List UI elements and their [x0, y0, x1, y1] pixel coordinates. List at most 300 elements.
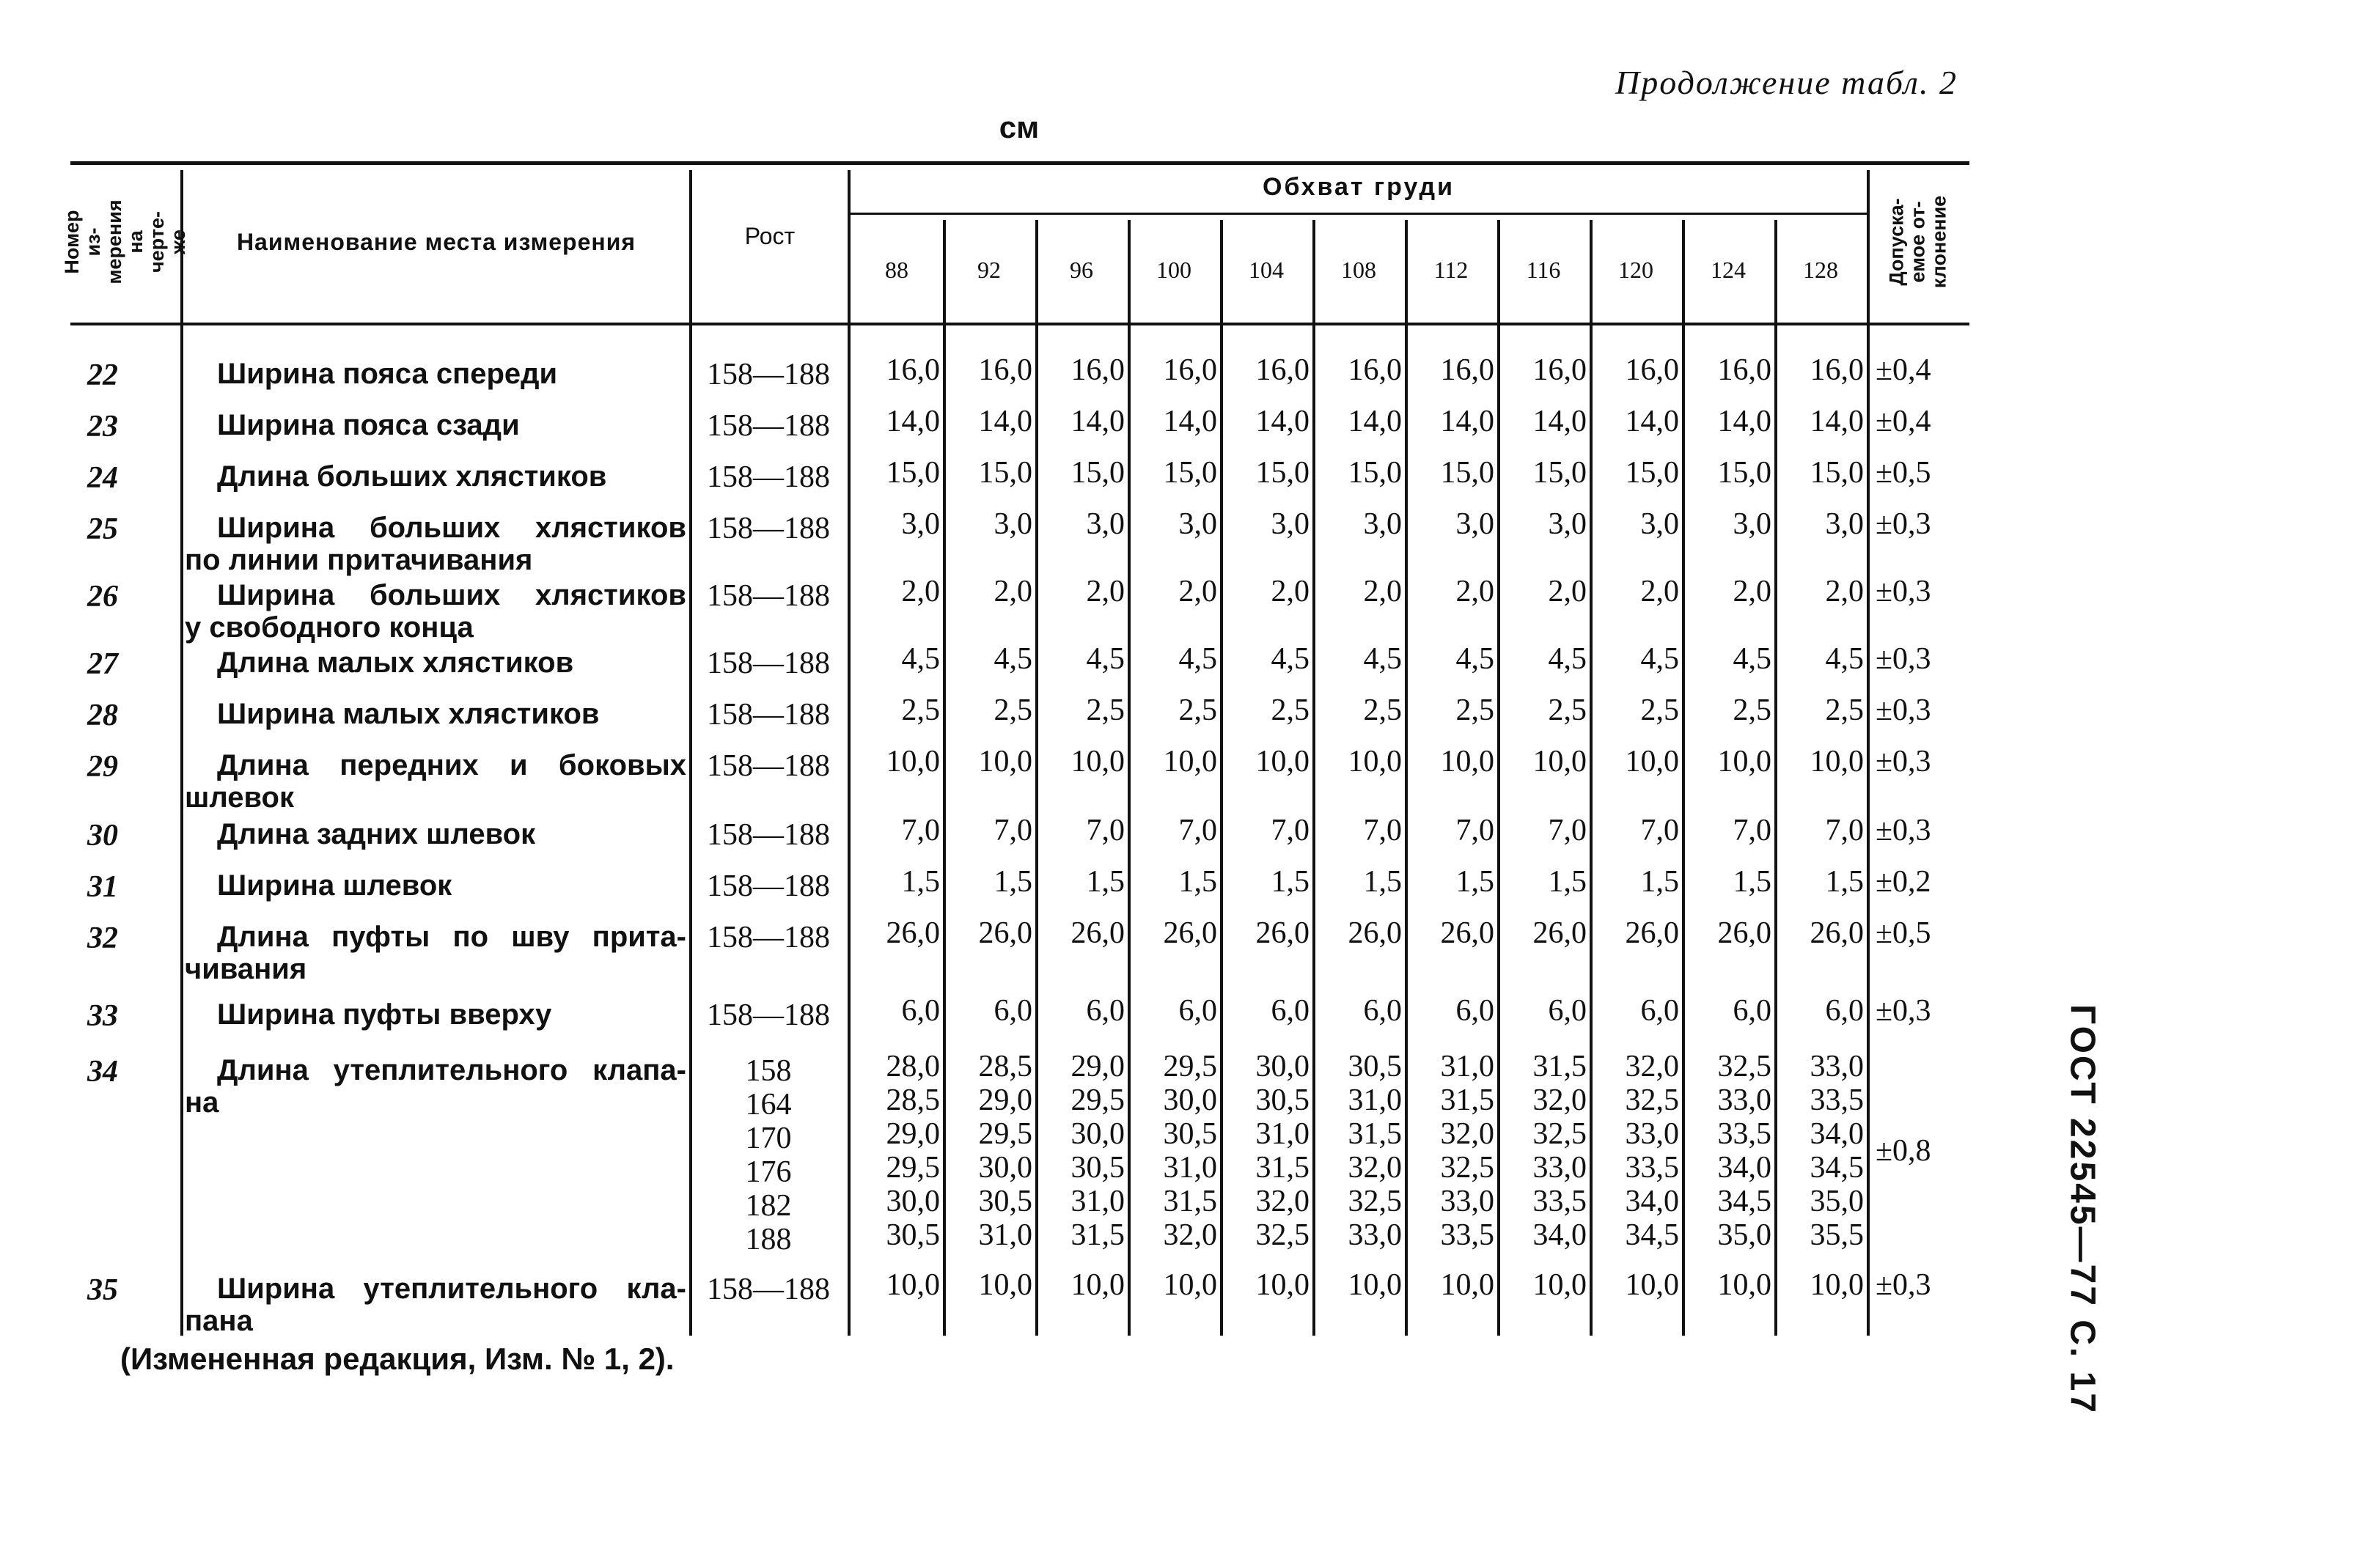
chest-value: 29,0 [1070, 1050, 1125, 1083]
unit-label: см [999, 110, 1040, 144]
col-divider-tolerance [1867, 170, 1870, 1336]
chest-value: 35,0 [1717, 1218, 1771, 1252]
chest-value: 2,5 [901, 693, 940, 727]
chest-value: 30,5 [1163, 1117, 1217, 1151]
tolerance-value: ±0,3 [1876, 642, 1931, 676]
measurement-name-continuation: пана [185, 1305, 253, 1337]
chest-value: 26,0 [1810, 916, 1864, 950]
chest-value: 31,0 [1348, 1083, 1402, 1117]
chest-value: 15,0 [1717, 456, 1771, 490]
height-value: 158—188 [707, 512, 830, 545]
chest-value: 4,5 [1640, 642, 1679, 676]
measurement-name-line: Ширина пояса спереди [217, 358, 558, 390]
chest-value: 16,0 [1348, 353, 1402, 387]
chest-value: 30,5 [1348, 1050, 1402, 1083]
chest-value: 1,5 [993, 865, 1032, 899]
chest-value: 33,5 [1625, 1151, 1679, 1185]
chest-value: 14,0 [886, 405, 940, 438]
chest-value: 15,0 [1348, 456, 1402, 490]
chest-value: 10,0 [1625, 1268, 1679, 1302]
chest-value: 1,5 [1271, 865, 1310, 899]
measurement-name-line: Длина малых хлястиков [217, 647, 574, 679]
measurement-number: 26 [87, 580, 118, 614]
measurement-name [185, 818, 686, 850]
header-height: Рост [744, 222, 796, 249]
chest-value: 26,0 [1440, 916, 1494, 950]
chest-value: 10,0 [1625, 745, 1679, 778]
chest-value: 31,0 [1255, 1117, 1310, 1151]
chest-value: 26,0 [886, 916, 940, 950]
chest-value: 3,0 [1733, 507, 1771, 541]
chest-value: 16,0 [1070, 353, 1125, 387]
chest-value: 33,5 [1717, 1117, 1771, 1151]
measurement-name [185, 512, 686, 576]
measurement-number: 27 [87, 647, 118, 681]
measurement-number: 23 [87, 410, 118, 443]
chest-value: 34,5 [1717, 1185, 1771, 1218]
chest-value: 26,0 [978, 916, 1032, 950]
chest-value: 7,0 [1086, 814, 1125, 847]
chest-value: 6,0 [1825, 994, 1864, 1028]
chest-value: 32,0 [1625, 1050, 1679, 1083]
height-value: 158—188 [707, 818, 830, 852]
chest-value: 10,0 [978, 745, 1032, 778]
chest-value: 6,0 [1548, 994, 1587, 1028]
chest-value: 4,5 [901, 642, 940, 676]
chest-value: 7,0 [1825, 814, 1864, 847]
chest-value: 10,0 [886, 745, 940, 778]
chest-value: 15,0 [1810, 456, 1864, 490]
chest-value: 10,0 [1070, 745, 1125, 778]
measurement-name [185, 460, 686, 493]
chest-value: 10,0 [1440, 1268, 1494, 1302]
chest-value: 3,0 [1825, 507, 1864, 541]
chest-value: 33,0 [1532, 1151, 1587, 1185]
chest-value: 31,5 [1532, 1050, 1587, 1083]
chest-value: 7,0 [1548, 814, 1587, 847]
chest-value: 2,0 [901, 575, 940, 608]
measurement-number: 29 [87, 750, 118, 784]
chest-value: 6,0 [1271, 994, 1310, 1028]
chest-value: 6,0 [1086, 994, 1125, 1028]
chest-value: 3,0 [1548, 507, 1587, 541]
header-chest-girth: Обхват груди [1263, 172, 1455, 201]
header-chest-size: 112 [1433, 256, 1469, 283]
header-chest-size: 124 [1711, 256, 1746, 283]
chest-value: 2,0 [1548, 575, 1587, 608]
height-value: 158—188 [707, 358, 830, 391]
header-measurement-number [61, 161, 189, 323]
chest-value: 7,0 [901, 814, 940, 847]
height-value: 158—188 [707, 579, 830, 613]
chest-value: 6,0 [993, 994, 1032, 1028]
chest-value: 15,0 [1163, 456, 1217, 490]
measurement-number: 34 [87, 1055, 118, 1089]
chest-value: 32,5 [1717, 1050, 1771, 1083]
chest-value: 10,0 [978, 1268, 1032, 1302]
height-value: 158—188 [707, 869, 830, 903]
chest-value: 14,0 [1070, 405, 1125, 438]
chest-value: 15,0 [1440, 456, 1494, 490]
measurement-number: 25 [87, 512, 118, 546]
header-chest-size: 100 [1156, 256, 1191, 283]
col-divider-number [180, 170, 183, 1336]
chest-value: 16,0 [1163, 353, 1217, 387]
measurement-name-line: Ширина шлевок [217, 869, 452, 902]
continuation-label: Продолжение табл. 2 [1615, 64, 1958, 101]
chest-value: 31,5 [1255, 1151, 1310, 1185]
header-tolerance-text: Допуска- емое от- клонение [1885, 195, 1950, 289]
measurement-number: 28 [87, 699, 118, 732]
chest-value: 1,5 [1455, 865, 1494, 899]
col-divider-name [689, 170, 692, 1336]
chest-value: 4,5 [1086, 642, 1125, 676]
chest-value: 2,5 [1640, 693, 1679, 727]
height-value: 176 [745, 1155, 792, 1189]
tolerance-value: ±0,4 [1876, 353, 1931, 387]
chest-value: 10,0 [1717, 1268, 1771, 1302]
chest-value: 26,0 [1070, 916, 1125, 950]
chest-value: 10,0 [1810, 1268, 1864, 1302]
chest-value: 16,0 [1810, 353, 1864, 387]
chest-value: 10,0 [1255, 1268, 1310, 1302]
chest-value: 2,5 [1825, 693, 1864, 727]
chest-value: 29,5 [1163, 1050, 1217, 1083]
header-tolerance [1867, 161, 1969, 323]
measurement-name-continuation: у свободного конца [185, 611, 474, 644]
chest-value: 2,5 [1733, 693, 1771, 727]
chest-value: 6,0 [1455, 994, 1494, 1028]
header-measurement-number-text: Номер из- мерения на черте- же [61, 199, 189, 284]
chest-value: 6,0 [1640, 994, 1679, 1028]
measurement-name-line: Ширина пуфты вверху [217, 998, 552, 1031]
standard-side-label: ГОСТ 22545—77 С. 17 [2063, 1004, 2102, 1415]
chest-value: 7,0 [993, 814, 1032, 847]
chest-value: 10,0 [1717, 745, 1771, 778]
tolerance-value: ±0,4 [1876, 405, 1931, 438]
chest-value: 3,0 [993, 507, 1032, 541]
chest-value: 32,5 [1440, 1151, 1494, 1185]
measurement-name-continuation: на [185, 1086, 219, 1119]
measurement-name-line: Ширина утеплительного кла- [217, 1273, 686, 1305]
chest-value: 16,0 [1255, 353, 1310, 387]
chest-value: 4,5 [1271, 642, 1310, 676]
measurement-name-line: Длина пуфты по шву прита- [217, 921, 686, 953]
chest-value: 33,5 [1440, 1218, 1494, 1252]
height-value: 158—188 [707, 647, 830, 680]
chest-value: 26,0 [1625, 916, 1679, 950]
chest-value: 34,0 [1625, 1185, 1679, 1218]
tolerance-value: ±0,3 [1876, 507, 1931, 541]
height-value: 158—188 [707, 998, 830, 1032]
header-chest-size: 128 [1803, 256, 1838, 283]
chest-value: 1,5 [1178, 865, 1217, 899]
chest-value: 28,5 [886, 1083, 940, 1117]
chest-value: 30,5 [886, 1218, 940, 1252]
chest-value: 3,0 [1640, 507, 1679, 541]
chest-value: 14,0 [1348, 405, 1402, 438]
chest-value: 29,5 [1070, 1083, 1125, 1117]
height-value: 188 [745, 1223, 792, 1256]
chest-value: 30,0 [1070, 1117, 1125, 1151]
chest-value: 32,5 [1348, 1185, 1402, 1218]
chest-value: 30,5 [1255, 1083, 1310, 1117]
height-value: 158 [745, 1054, 792, 1088]
tolerance-value: ±0,5 [1876, 916, 1931, 950]
chest-value: 31,0 [1070, 1185, 1125, 1218]
chest-value: 14,0 [1717, 405, 1771, 438]
measurement-name-line: Ширина больших хлястиков [217, 579, 686, 611]
chest-value: 4,5 [1733, 642, 1771, 676]
chest-value: 33,0 [1625, 1117, 1679, 1151]
chest-value: 34,0 [1717, 1151, 1771, 1185]
tolerance-value: ±0,5 [1876, 456, 1931, 490]
chest-value: 15,0 [1532, 456, 1587, 490]
tolerance-value: ±0,8 [1876, 1134, 1931, 1168]
chest-value: 10,0 [1255, 745, 1310, 778]
chest-value: 32,5 [1625, 1083, 1679, 1117]
chest-value: 15,0 [978, 456, 1032, 490]
measurement-name-line: Длина утеплительного клапа- [217, 1054, 686, 1086]
measurement-name-line: Длина передних и боковых [217, 749, 686, 781]
header-chest-size: 92 [977, 256, 1001, 283]
chest-value: 32,0 [1348, 1151, 1402, 1185]
chest-value: 1,5 [1363, 865, 1402, 899]
chest-value: 7,0 [1363, 814, 1402, 847]
measurement-name-line: Ширина малых хлястиков [217, 698, 600, 730]
chest-value: 1,5 [1733, 865, 1771, 899]
chest-value: 4,5 [1363, 642, 1402, 676]
chest-value: 30,0 [886, 1185, 940, 1218]
chest-group-rule [851, 213, 1867, 215]
header-chest-size: 96 [1070, 256, 1093, 283]
chest-value: 31,5 [1070, 1218, 1125, 1252]
height-value: 158—188 [707, 698, 830, 732]
chest-value: 4,5 [1825, 642, 1864, 676]
tolerance-value: ±0,2 [1876, 865, 1931, 899]
measurement-name [185, 409, 686, 441]
measurement-name-line: Ширина пояса сзади [217, 409, 520, 441]
measurement-number: 22 [87, 358, 118, 392]
chest-value: 14,0 [1625, 405, 1679, 438]
col-divider-height [848, 170, 851, 1336]
chest-value: 26,0 [1255, 916, 1310, 950]
tolerance-value: ±0,3 [1876, 693, 1931, 727]
chest-value: 30,0 [1255, 1050, 1310, 1083]
chest-value: 3,0 [1363, 507, 1402, 541]
chest-value: 32,0 [1532, 1083, 1587, 1117]
chest-value: 2,0 [1363, 575, 1402, 608]
tolerance-value: ±0,3 [1876, 745, 1931, 778]
chest-value: 16,0 [1532, 353, 1587, 387]
chest-value: 14,0 [978, 405, 1032, 438]
chest-value: 16,0 [1717, 353, 1771, 387]
height-value: 164 [745, 1088, 792, 1122]
chest-value: 7,0 [1455, 814, 1494, 847]
height-value: 170 [745, 1122, 792, 1155]
header-measurement-name: Наименование места измерения [236, 228, 636, 255]
chest-value: 33,5 [1810, 1083, 1864, 1117]
chest-value: 4,5 [1178, 642, 1217, 676]
chest-value: 2,5 [1086, 693, 1125, 727]
measurement-name [185, 358, 686, 390]
chest-value: 30,0 [1163, 1083, 1217, 1117]
chest-value: 31,5 [1163, 1185, 1217, 1218]
height-value: 158—188 [707, 921, 830, 954]
measurement-name [185, 921, 686, 985]
chest-value: 31,5 [1440, 1083, 1494, 1117]
measurement-name-line: Длина больших хлястиков [217, 460, 607, 493]
chest-value: 26,0 [1717, 916, 1771, 950]
chest-value: 10,0 [1163, 1268, 1217, 1302]
chest-value: 29,0 [978, 1083, 1032, 1117]
measurement-number: 35 [87, 1273, 118, 1307]
measurement-name-continuation: шлевок [185, 781, 294, 814]
chest-value: 34,5 [1625, 1218, 1679, 1252]
chest-value: 14,0 [1532, 405, 1587, 438]
chest-value: 3,0 [1455, 507, 1494, 541]
chest-value: 2,0 [1086, 575, 1125, 608]
chest-value: 30,0 [978, 1151, 1032, 1185]
measurement-name-line: Ширина больших хлястиков [217, 512, 686, 544]
chest-value: 30,5 [978, 1185, 1032, 1218]
chest-value: 1,5 [1640, 865, 1679, 899]
measurement-number: 30 [87, 819, 118, 853]
chest-value: 34,0 [1810, 1117, 1864, 1151]
chest-value: 10,0 [1348, 745, 1402, 778]
chest-value: 35,0 [1810, 1185, 1864, 1218]
chest-value: 31,5 [1348, 1117, 1402, 1151]
chest-value: 7,0 [1271, 814, 1310, 847]
chest-value: 33,0 [1810, 1050, 1864, 1083]
chest-value: 14,0 [1255, 405, 1310, 438]
chest-value: 2,0 [1733, 575, 1771, 608]
chest-value: 29,5 [886, 1151, 940, 1185]
chest-value: 10,0 [1163, 745, 1217, 778]
measurement-name [185, 647, 686, 679]
tolerance-value: ±0,3 [1876, 575, 1931, 608]
chest-value: 16,0 [886, 353, 940, 387]
chest-value: 16,0 [978, 353, 1032, 387]
chest-value: 16,0 [1625, 353, 1679, 387]
chest-value: 31,0 [978, 1218, 1032, 1252]
chest-value: 10,0 [1070, 1268, 1125, 1302]
chest-value: 32,0 [1255, 1185, 1310, 1218]
chest-value: 33,0 [1440, 1185, 1494, 1218]
chest-value: 32,5 [1532, 1117, 1587, 1151]
chest-value: 33,0 [1348, 1218, 1402, 1252]
chest-value: 2,0 [1178, 575, 1217, 608]
header-chest-size: 88 [885, 256, 908, 283]
height-value: 158—188 [707, 460, 830, 494]
measurement-name-continuation: по линии притачивания [185, 544, 533, 576]
height-value: 158—188 [707, 409, 830, 443]
chest-value: 7,0 [1640, 814, 1679, 847]
chest-value: 6,0 [1733, 994, 1771, 1028]
chest-value: 15,0 [1625, 456, 1679, 490]
chest-value: 32,5 [1255, 1218, 1310, 1252]
chest-value: 34,0 [1532, 1218, 1587, 1252]
chest-value: 2,5 [1455, 693, 1494, 727]
chest-value: 35,5 [1810, 1218, 1864, 1252]
chest-value: 7,0 [1733, 814, 1771, 847]
chest-value: 3,0 [1178, 507, 1217, 541]
height-value: 158—188 [707, 1273, 830, 1306]
chest-value: 2,5 [1363, 693, 1402, 727]
chest-value: 33,5 [1532, 1185, 1587, 1218]
chest-value: 32,0 [1440, 1117, 1494, 1151]
chest-value: 16,0 [1440, 353, 1494, 387]
measurement-number: 33 [87, 999, 118, 1033]
chest-value: 6,0 [1363, 994, 1402, 1028]
chest-value: 10,0 [1440, 745, 1494, 778]
header-chest-size: 120 [1618, 256, 1653, 283]
chest-value: 10,0 [886, 1268, 940, 1302]
height-value: 158—188 [707, 749, 830, 783]
chest-value: 15,0 [1070, 456, 1125, 490]
measurement-name-continuation: чивания [185, 953, 307, 985]
chest-value: 1,5 [1825, 865, 1864, 899]
tolerance-value: ±0,3 [1876, 814, 1931, 847]
chest-value: 3,0 [1271, 507, 1310, 541]
chest-value: 2,0 [1455, 575, 1494, 608]
measurement-name-line: Длина задних шлевок [217, 818, 536, 850]
chest-value: 32,0 [1163, 1218, 1217, 1252]
chest-value: 28,5 [978, 1050, 1032, 1083]
chest-value: 15,0 [886, 456, 940, 490]
chest-value: 1,5 [901, 865, 940, 899]
chest-value: 1,5 [1548, 865, 1587, 899]
measurement-number: 31 [87, 870, 118, 904]
chest-value: 6,0 [1178, 994, 1217, 1028]
footnote: (Измененная редакция, Изм. № 1, 2). [120, 1341, 675, 1376]
chest-value: 29,5 [978, 1117, 1032, 1151]
chest-value: 29,0 [886, 1117, 940, 1151]
chest-value: 2,5 [1271, 693, 1310, 727]
chest-value: 4,5 [1455, 642, 1494, 676]
chest-value: 3,0 [1086, 507, 1125, 541]
height-value: 182 [745, 1189, 792, 1223]
measurement-number: 32 [87, 921, 118, 955]
chest-value: 14,0 [1810, 405, 1864, 438]
chest-value: 14,0 [1440, 405, 1494, 438]
chest-value: 26,0 [1532, 916, 1587, 950]
chest-value: 4,5 [993, 642, 1032, 676]
measurement-number: 24 [87, 461, 118, 495]
header-chest-size: 104 [1249, 256, 1284, 283]
chest-value: 6,0 [901, 994, 940, 1028]
tolerance-value: ±0,3 [1876, 1268, 1931, 1302]
chest-value: 14,0 [1163, 405, 1217, 438]
chest-value: 2,5 [993, 693, 1032, 727]
chest-value: 2,0 [1640, 575, 1679, 608]
tolerance-value: ±0,3 [1876, 994, 1931, 1028]
chest-value: 28,0 [886, 1050, 940, 1083]
chest-value: 2,5 [1178, 693, 1217, 727]
chest-value: 26,0 [1163, 916, 1217, 950]
chest-value: 2,5 [1548, 693, 1587, 727]
chest-value: 10,0 [1810, 745, 1864, 778]
chest-value: 2,0 [1825, 575, 1864, 608]
chest-value: 31,0 [1440, 1050, 1494, 1083]
chest-value: 33,0 [1717, 1083, 1771, 1117]
chest-value: 2,0 [993, 575, 1032, 608]
chest-value: 31,0 [1163, 1151, 1217, 1185]
chest-value: 15,0 [1255, 456, 1310, 490]
chest-value: 7,0 [1178, 814, 1217, 847]
chest-value: 2,0 [1271, 575, 1310, 608]
measurement-name [185, 1273, 686, 1337]
